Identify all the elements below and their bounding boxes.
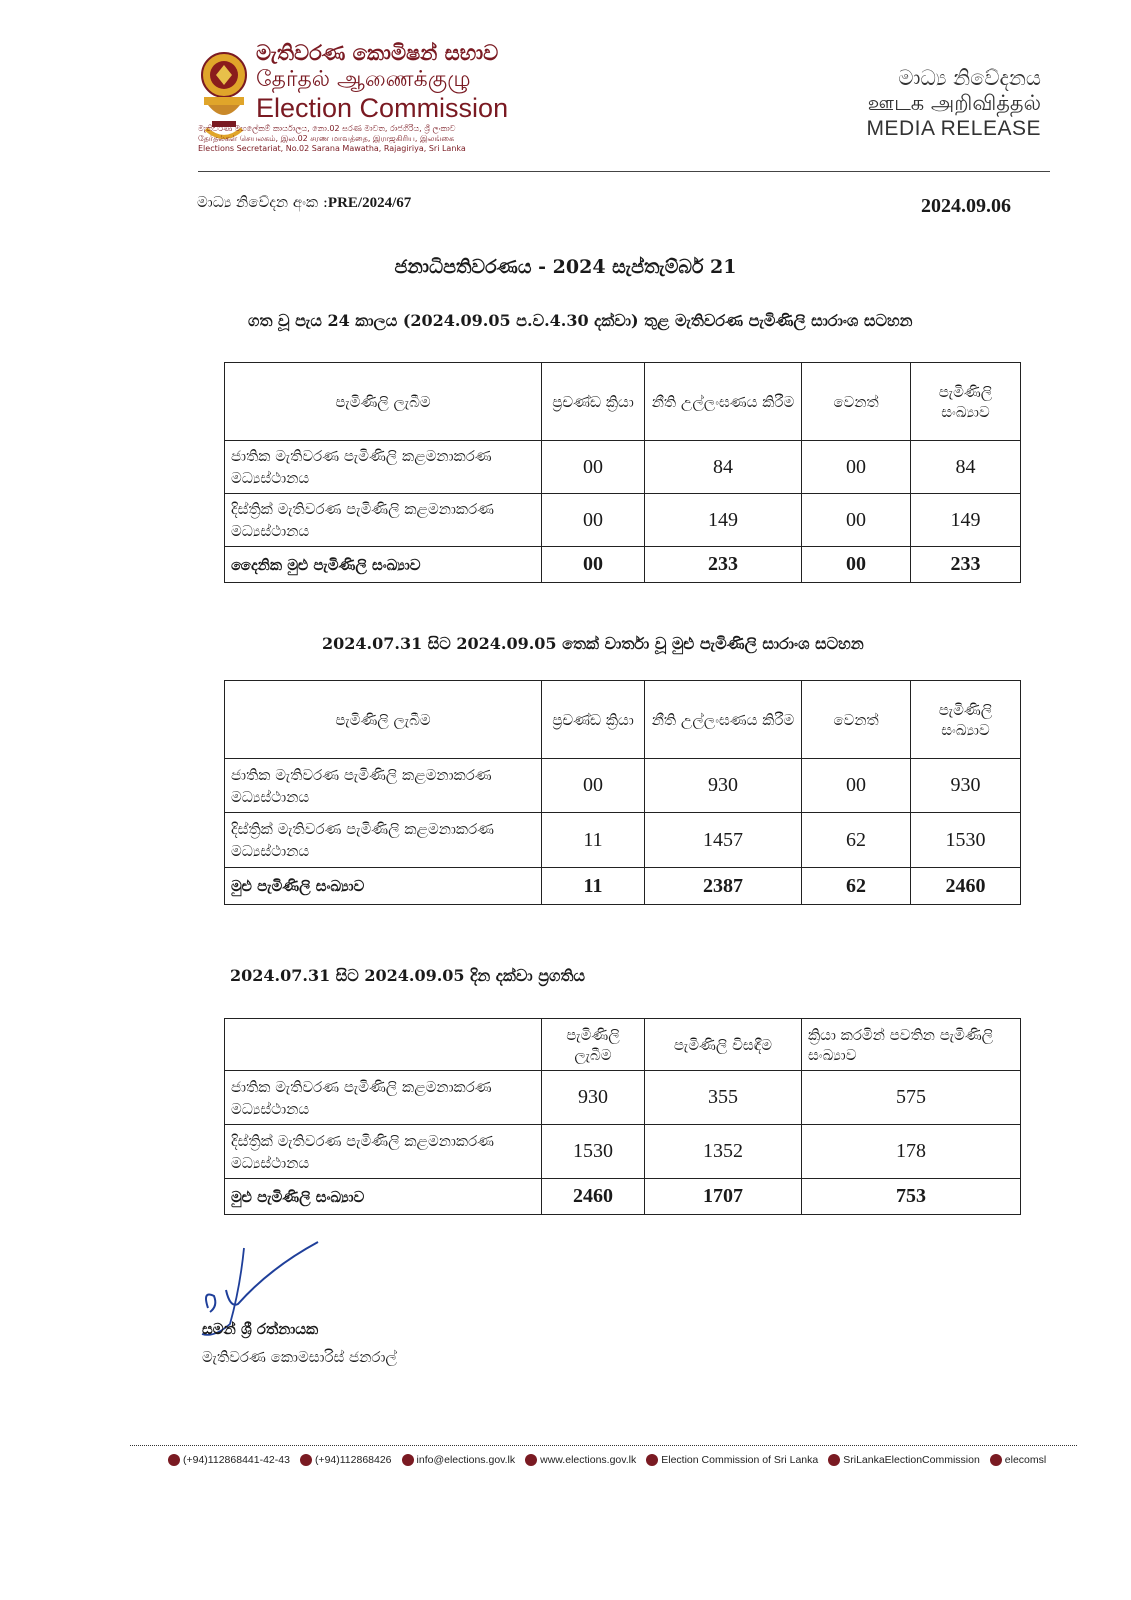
footer-youtube[interactable] <box>646 1454 818 1466</box>
cell-value: 753 <box>802 1179 1021 1215</box>
table-row <box>225 1071 1021 1125</box>
cell-value: 11 <box>542 868 645 905</box>
cell-value: 1530 <box>542 1125 645 1179</box>
signatory-title: මැතිවරණ කොමසාරිස් ජනරාල් <box>202 1348 397 1366</box>
release-date: 2024.09.06 <box>921 195 1011 217</box>
table-row <box>225 759 1021 813</box>
org-name-english: Election Commission <box>256 93 509 123</box>
document-title: ජනාධිපතිවරණය - 2024 සැප්තැම්බර් 21 <box>394 256 737 278</box>
footer-fax <box>300 1454 392 1466</box>
col-header: පැමිණිලි සංඛ්‍යාව <box>911 363 1021 441</box>
footer-phone <box>168 1454 290 1466</box>
cell-value: 2460 <box>542 1179 645 1215</box>
address-tamil: தேர்தல்கள் செயலகம், இல.02 சரண மாவத்தை, இராஜகிரிய, இலங்கை <box>198 134 455 143</box>
address-block <box>198 124 518 154</box>
cell-value: 00 <box>802 547 911 583</box>
progress-table <box>224 1018 1021 1215</box>
reference-label: මාධ්‍ය නිවේදන අංක : <box>197 193 328 211</box>
row-label: මුළු පැමිණිලි සංඛ්‍යාව <box>225 868 542 905</box>
signatory-name: සමන් ශ්‍රී රත්නායක <box>202 1320 319 1338</box>
row-label: දෛනික මුළු පැමිණිලි සංඛ්‍යාව <box>225 547 542 583</box>
reference-value: PRE/2024/67 <box>327 195 412 211</box>
cell-value: 2387 <box>645 868 802 905</box>
table-total-row <box>225 1179 1021 1215</box>
col-header: පැමිණිලි විසඳීම <box>645 1019 802 1071</box>
cell-value: 62 <box>802 813 911 868</box>
table-row <box>225 813 1021 868</box>
cell-value: 149 <box>911 494 1021 547</box>
cell-value: 00 <box>542 759 645 813</box>
email-icon <box>402 1454 414 1466</box>
org-name-tamil: தேர்தல் ஆணைக்குழு <box>256 67 471 92</box>
daily-complaints-table <box>224 362 1021 583</box>
section-3-title: 2024.07.31 සිට 2024.09.05 දින දක්වා ප්‍රගතිය <box>230 966 585 985</box>
twitter-text: elecomsl <box>1004 1454 1047 1466</box>
youtube-icon <box>646 1454 658 1466</box>
col-header: පැමිණිලි සංඛ්‍යාව <box>911 681 1021 759</box>
youtube-text: Election Commission of Sri Lanka <box>661 1454 819 1466</box>
cell-value: 355 <box>645 1071 802 1125</box>
cell-value: 00 <box>802 494 911 547</box>
cell-value: 930 <box>911 759 1021 813</box>
col-header: ප්‍රචණ්ඩ ක්‍රියා <box>542 681 645 759</box>
table-header-row <box>225 681 1021 759</box>
row-label: දිස්ත්‍රික් මැතිවරණ පැමිණිලි කළමනාකරණ මධ්‍යස්ථානය <box>225 813 542 868</box>
cell-value: 00 <box>802 441 911 494</box>
cell-value: 11 <box>542 813 645 868</box>
release-tamil: ஊடக அறிவித்தல் <box>867 91 1041 115</box>
footer-email[interactable] <box>402 1454 516 1466</box>
release-sinhala: මාධ්‍ය නිවේදනය <box>898 66 1041 90</box>
table-row <box>225 441 1021 494</box>
cell-value: 930 <box>542 1071 645 1125</box>
table-header-row <box>225 363 1021 441</box>
cell-value: 00 <box>542 441 645 494</box>
col-header: නීති උල්ලංඝණය කිරීම <box>645 681 802 759</box>
col-header: ක්‍රියා කරමින් පවතින පැමිණිලි සංඛ්‍යාව <box>802 1019 1021 1071</box>
table-total-row <box>225 868 1021 905</box>
row-label: ජාතික මැතිවරණ පැමිණිලි කළමනාකරණ මධ්‍යස්ථානය <box>225 1071 542 1125</box>
table-total-row <box>225 547 1021 583</box>
row-label: මුළු පැමිණිලි සංඛ්‍යාව <box>225 1179 542 1215</box>
website-text: www.elections.gov.lk <box>540 1454 637 1466</box>
cell-value: 00 <box>802 759 911 813</box>
cell-value: 1707 <box>645 1179 802 1215</box>
address-english: Elections Secretariat, No.02 Sarana Mawatha, Rajagiriya, Sri Lanka <box>198 144 466 153</box>
col-header: වෙනත් <box>802 681 911 759</box>
cell-value: 1457 <box>645 813 802 868</box>
table-row <box>225 1125 1021 1179</box>
facebook-icon <box>828 1454 840 1466</box>
facebook-text: SriLankaElectionCommission <box>843 1454 980 1466</box>
org-name-sinhala: මැතිවරණ කොමිෂන් සභාව <box>256 41 499 65</box>
twitter-icon <box>990 1454 1002 1466</box>
col-header: නීති උල්ලංඝණය කිරීම <box>645 363 802 441</box>
col-header: පැමිණිලි ලැබීම <box>225 363 542 441</box>
footer-divider <box>130 1445 1077 1446</box>
cell-value: 149 <box>645 494 802 547</box>
cell-value: 1352 <box>645 1125 802 1179</box>
footer-contacts <box>168 1454 1068 1466</box>
cell-value: 930 <box>645 759 802 813</box>
reference-number <box>197 193 411 212</box>
row-label: දිස්ත්‍රික් මැතිවරණ පැමිණිලි කළමනාකරණ මධ්‍යස්ථානය <box>225 494 542 547</box>
release-english: MEDIA RELEASE <box>866 117 1041 140</box>
cell-value: 00 <box>542 547 645 583</box>
address-sinhala: මැතිවරණ මහලේකම් කාර්යාලය, නො.02 සරණ මාවත, රාජගිරිය, ශ්‍රී ලංකාව <box>198 124 456 133</box>
phone-icon <box>168 1454 180 1466</box>
fax-icon <box>300 1454 312 1466</box>
row-label: ජාතික මැතිවරණ පැමිණිලි කළමනාකරණ මධ්‍යස්ථානය <box>225 441 542 494</box>
cell-value: 2460 <box>911 868 1021 905</box>
header-divider <box>198 171 1050 172</box>
cell-value: 62 <box>802 868 911 905</box>
col-header <box>225 1019 542 1071</box>
col-header: පැමිණිලි ලැබීම <box>225 681 542 759</box>
section-1-title: ගත වූ පැය 24 කාලය (2024.09.05 ප.ව.4.30 දක්වා) තුළ මැතිවරණ පැමිණිලි සාරාංශ සටහන <box>248 311 913 330</box>
row-label: දිස්ත්‍රික් මැතිවරණ පැමිණිලි කළමනාකරණ මධ්‍යස්ථානය <box>225 1125 542 1179</box>
col-header: ප්‍රචණ්ඩ ක්‍රියා <box>542 363 645 441</box>
cell-value: 575 <box>802 1071 1021 1125</box>
section-2-title: 2024.07.31 සිට 2024.09.05 තෙක් වාර්තා වූ මුළු පැමිණිලි සාරාංශ සටහන <box>322 634 864 653</box>
media-release-label <box>866 66 1041 141</box>
cumulative-complaints-table <box>224 680 1021 905</box>
fax-text: (+94)112868426 <box>314 1454 392 1466</box>
cell-value: 233 <box>911 547 1021 583</box>
cell-value: 00 <box>542 494 645 547</box>
row-label: ජාතික මැතිවරණ පැමිණිලි කළමනාකරණ මධ්‍යස්ථානය <box>225 759 542 813</box>
table-header-row <box>225 1019 1021 1071</box>
cell-value: 178 <box>802 1125 1021 1179</box>
col-header: වෙනත් <box>802 363 911 441</box>
organization-name <box>256 40 516 123</box>
phone-text: (+94)112868441-42-43 <box>183 1454 290 1466</box>
footer-website[interactable] <box>525 1454 636 1466</box>
cell-value: 233 <box>645 547 802 583</box>
cell-value: 84 <box>911 441 1021 494</box>
footer-facebook[interactable] <box>828 1454 980 1466</box>
globe-icon <box>525 1454 537 1466</box>
table-row <box>225 494 1021 547</box>
col-header: පැමිණිලි ලැබීම <box>542 1019 645 1071</box>
cell-value: 84 <box>645 441 802 494</box>
footer-twitter[interactable] <box>990 1454 1046 1466</box>
cell-value: 1530 <box>911 813 1021 868</box>
email-text: info@elections.gov.lk <box>416 1454 516 1466</box>
